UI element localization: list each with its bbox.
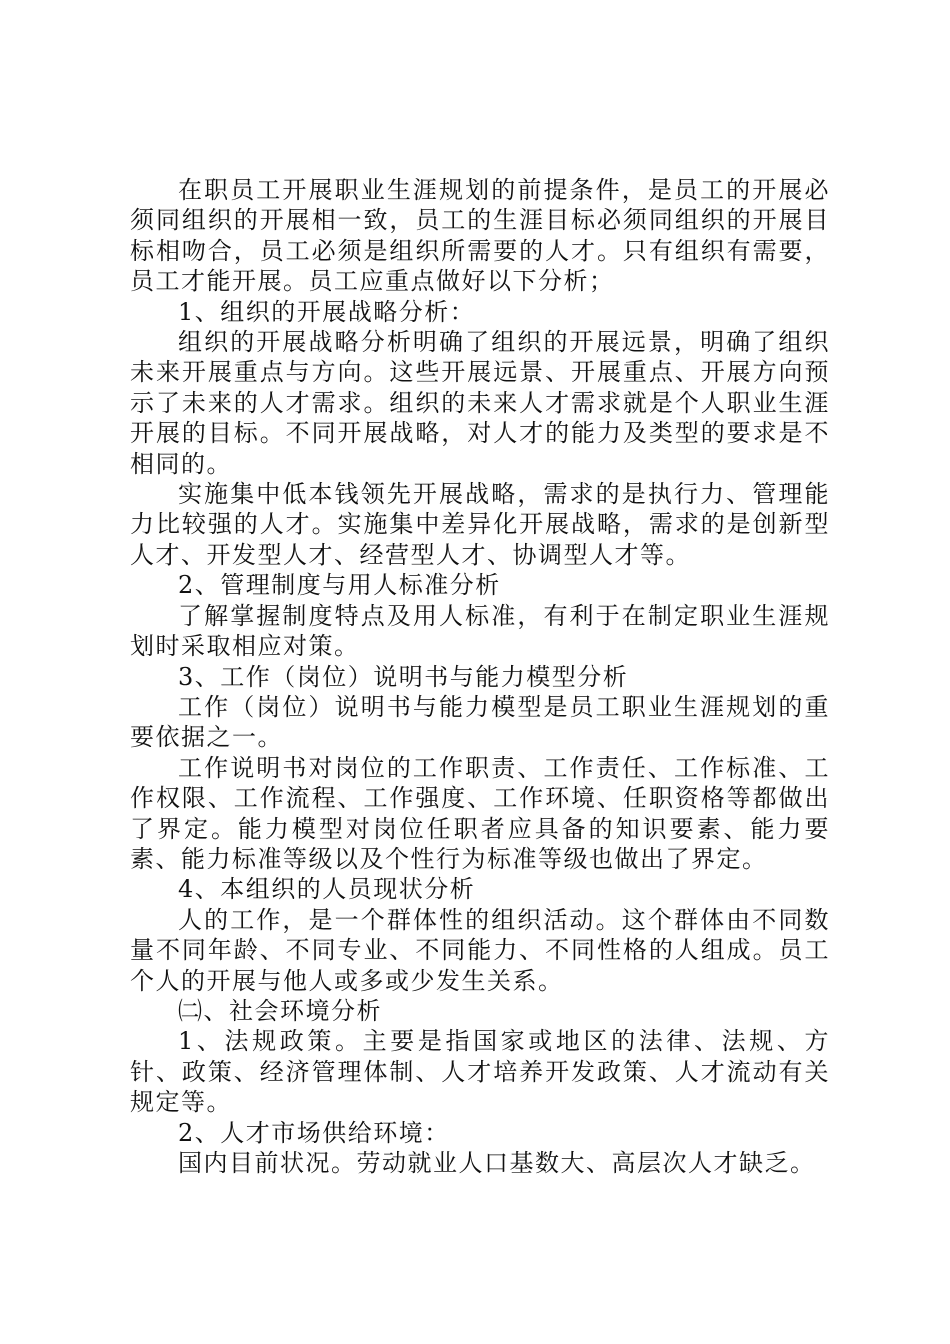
paragraph-strategy: 组织的开展战略分析明确了组织的开展远景，明确了组织未来开展重点与方向。这些开展远景、开展重点、开展方向预示了未来的人才需求。组织的未来人才需求就是个人职业生涯开展的目标。不同开展战略，对人才的能力及类型的要求是不相同的。 [130, 328, 830, 478]
heading-personnel-status: 4、本组织的人员现状分析 [178, 875, 476, 904]
document-body [130, 175, 830, 1178]
paragraph-intro: 在职员工开展职业生涯规划的前提条件，是员工的开展必须同组织的开展相一致，员工的生涯目标必须同组织的开展目标相吻合，员工必须是组织所需要的人才。只有组织有需要，员工才能开展。员工应重点做好以下分析； [130, 176, 830, 296]
heading-job-description: 3、工作（岗位）说明书与能力模型分析 [178, 662, 629, 691]
heading-social-environment: ㈡、社会环境分析 [178, 996, 382, 1025]
heading-talent-market: 2、人才市场供给环境： [178, 1118, 450, 1147]
paragraph-job-description: 工作（岗位）说明书与能力模型是员工职业生涯规划的重要依据之一。 [130, 692, 830, 752]
paragraph-regulations: 1、法规政策。主要是指国家或地区的法律、法规、方针、政策、经济管理体制、人才培养开发政策、人才流动有关规定等。 [130, 1027, 830, 1117]
paragraph-job-details: 工作说明书对岗位的工作职责、工作责任、工作标准、工作权限、工作流程、工作强度、工作环境、任职资格等都做出了界定。能力模型对岗位任职者应具备的知识要素、能力要素、能力标准等级以及个性行为标准等级也做出了界定。 [130, 753, 830, 873]
paragraph-strategy-types: 实施集中低本钱领先开展战略，需求的是执行力、管理能力比较强的人才。实施集中差异化开展战略，需求的是创新型人才、开发型人才、经营型人才、协调型人才等。 [130, 480, 830, 569]
heading-strategy-analysis: 1、组织的开展战略分析： [178, 297, 476, 326]
heading-management-system: 2、管理制度与用人标准分析 [178, 571, 501, 600]
paragraph-domestic-status: 国内目前状况。劳动就业人口基数大、高层次人才缺乏。 [178, 1149, 816, 1177]
paragraph-personnel-status: 人的工作，是一个群体性的组织活动。这个群体由不同数量不同年龄、不同专业、不同能力、不同性格的人组成。员工个人的开展与他人或多或少发生关系。 [130, 905, 830, 995]
paragraph-management-system: 了解掌握制度特点及用人标准，有利于在制定职业生涯规划时采取相应对策。 [130, 601, 830, 661]
